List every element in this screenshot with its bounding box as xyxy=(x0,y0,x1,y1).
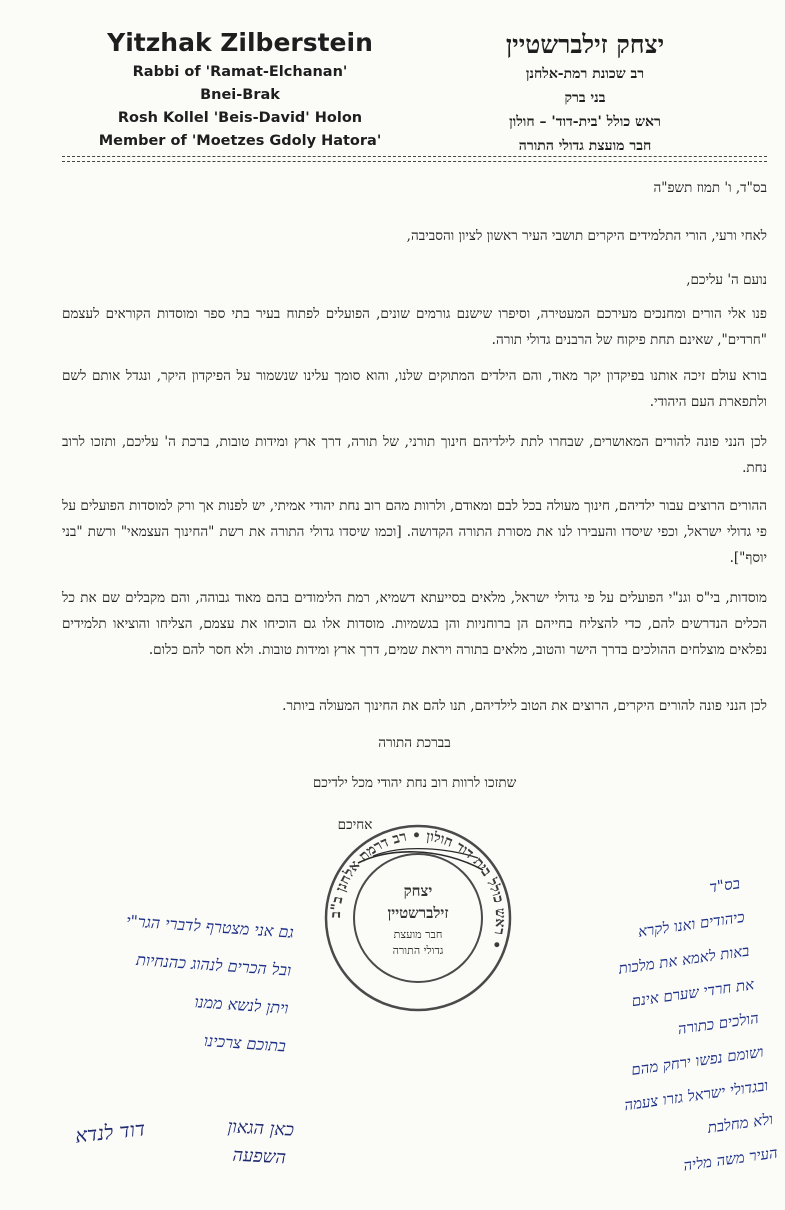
letter-date: בס"ד, ו' תמוז תשפ"ה xyxy=(653,180,767,196)
letterhead-hebrew xyxy=(440,30,730,158)
handwritten-line: בתוכם צרכינו xyxy=(203,1030,287,1056)
handwritten-line: באות לאמא את מלכות xyxy=(617,941,751,978)
letter-greeting: נועם ה' עליכם, xyxy=(686,272,767,288)
paragraph: מוסדות, בי"ס וגנ"י הפועלים על פי גדולי ישראל, מלאים בסייעתא דשמיא, רמת הלימודים בהם מאוד גבוהה, והם מקבלים שם את כל הכלים הנדרשים להם, כדי להצליח בחייהם הן ברוחניות והן בגשמיות. מוסדות אלו גם הוכיחו את עצמם, הצליחו והוציאו תלמידים נפלאים מוצלחים ההולכים בדרך הישר והטוב, מלאים בתורה ויראת שמים, דרך ארץ ומידות טובות. ולא חסר להם כלום. xyxy=(62,590,767,658)
title-line: ראש כולל 'בית-דוד' – חולון xyxy=(509,114,661,130)
handwritten-line: את חרדי שערם אינם xyxy=(630,975,756,1011)
paragraph: פנו אלי הורים ומחנכים מעירכם המעטירה, וסיפרו שישנם גורמים שונים, הפועלים לפתוח בעיר בתי ספר ומוסדות הקוראים לעצמם "חרדים", שאינם תחת פיקוח של הרבנים גדולי תורה. xyxy=(62,306,767,348)
handwritten-signature: דוד לנדא xyxy=(73,1116,147,1148)
header-divider xyxy=(62,156,767,157)
handwritten-line: בס"ד xyxy=(708,874,741,897)
stamp-text: זילברשטיין xyxy=(387,904,449,922)
closing-line: שתזכו לרוות רוב נחת יהודי מכל ילדיכם xyxy=(312,775,517,791)
paragraph: לכן הנני פונה להורים היקרים, הרוצים את הטוב לילדיהם, תנו להם את החינוך המעולה ביותר. xyxy=(282,698,767,714)
handwritten-line: ולא מחלבת xyxy=(706,1109,775,1137)
header-divider xyxy=(62,161,767,162)
closing-wish xyxy=(62,770,767,800)
handwritten-endorsement-left xyxy=(35,896,295,1065)
handwritten-line: גם אני מצטרף לדברי הגר"י xyxy=(125,911,295,942)
handwritten-line: ויתן לנשא ממנו xyxy=(193,992,290,1018)
handwritten-line: ובגדולי ישראל גזרו צעמה xyxy=(623,1076,770,1115)
title-line: Rabbi of 'Ramat-Elchanan' xyxy=(132,64,348,80)
letter-salutation: לאחי ורעי, הורי התלמידים היקרים תושבי העיר ראשון לציון והסביבה, xyxy=(406,228,767,244)
letter-body xyxy=(62,175,767,735)
paragraph: בורא עולם זיכה אותנו בפיקדון יקר מאוד, והם הילדים המתוקים שלנו, והוא סומך עלינו שנשמור על הפיקדון היקר, ונגדל אותם לשם ולתפארת העם היהודי. xyxy=(62,368,767,410)
title-line: Rosh Kollel 'Beis-David' Holon xyxy=(117,110,363,126)
closing-line: אחיכם xyxy=(337,817,373,833)
handwritten-line: השפעה xyxy=(232,1144,287,1169)
handwritten-line: ושומם נפשו ירחק מהם xyxy=(630,1042,765,1079)
title-line: בני ברק xyxy=(564,90,606,106)
stamp-text: חבר מועצת xyxy=(393,928,443,941)
handwritten-signature xyxy=(204,1112,317,1174)
stamp-text: גדולי התורה xyxy=(392,944,444,957)
author-name-hebrew: יצחק זילברשטיין xyxy=(505,30,665,59)
closing-blessing xyxy=(62,730,767,760)
handwritten-line: כאן הגאון xyxy=(227,1116,295,1141)
closing-line: בברכת התורה xyxy=(378,735,451,751)
handwritten-line: העיר משה מליה xyxy=(682,1143,779,1175)
letterhead-english xyxy=(95,28,385,153)
title-line: Member of 'Moetzes Gdoly Hatora' xyxy=(98,133,382,149)
stamp-text: יצחק xyxy=(403,882,433,900)
paragraph: ההורים הרוצים עבור ילדיהם, חינוך מעולה בכל לבם ומאודם, ולרוות מהם רוב נחת יהודי אמיתי, יש לפנות אך ורק למוסדות הפועלים על פי גדולי ישראל, וכפי שיסדו והעבירו לנו את מסורת התורה הקדושה. [וכמו שיסדו גדולי התורה את רשת "החינוך העצמאי" ורשת "בני יוסף"]. xyxy=(62,498,767,566)
title-line: רב שכונת רמת-אלחנן xyxy=(525,66,645,82)
paragraph: לכן הנני פונה להורים המאושרים, שבחרו לתת לילדיהם חינוך תורני, של תורה, דרך ארץ ומידות טובות, ברכת ה' עליכם, ותזכו לרוב נחת. xyxy=(62,434,767,476)
stamp-ring-text: ראש כולל בית דוד חולון • רב דרמת אלחנן ב"ב • xyxy=(327,827,509,952)
title-line: Bnei-Brak xyxy=(200,87,280,103)
handwritten-endorsement-right xyxy=(450,866,780,1209)
handwritten-line: ובל הכרים לנהוג כהנחיות xyxy=(135,949,292,980)
title-line: חבר מועצת גדולי התורה xyxy=(518,138,652,154)
handwritten-line: הולכים כתורה xyxy=(676,1008,760,1039)
author-name-english: Yitzhak Zilberstein xyxy=(107,28,373,57)
handwritten-line: כיהודים ואנו לקרא xyxy=(636,907,746,941)
